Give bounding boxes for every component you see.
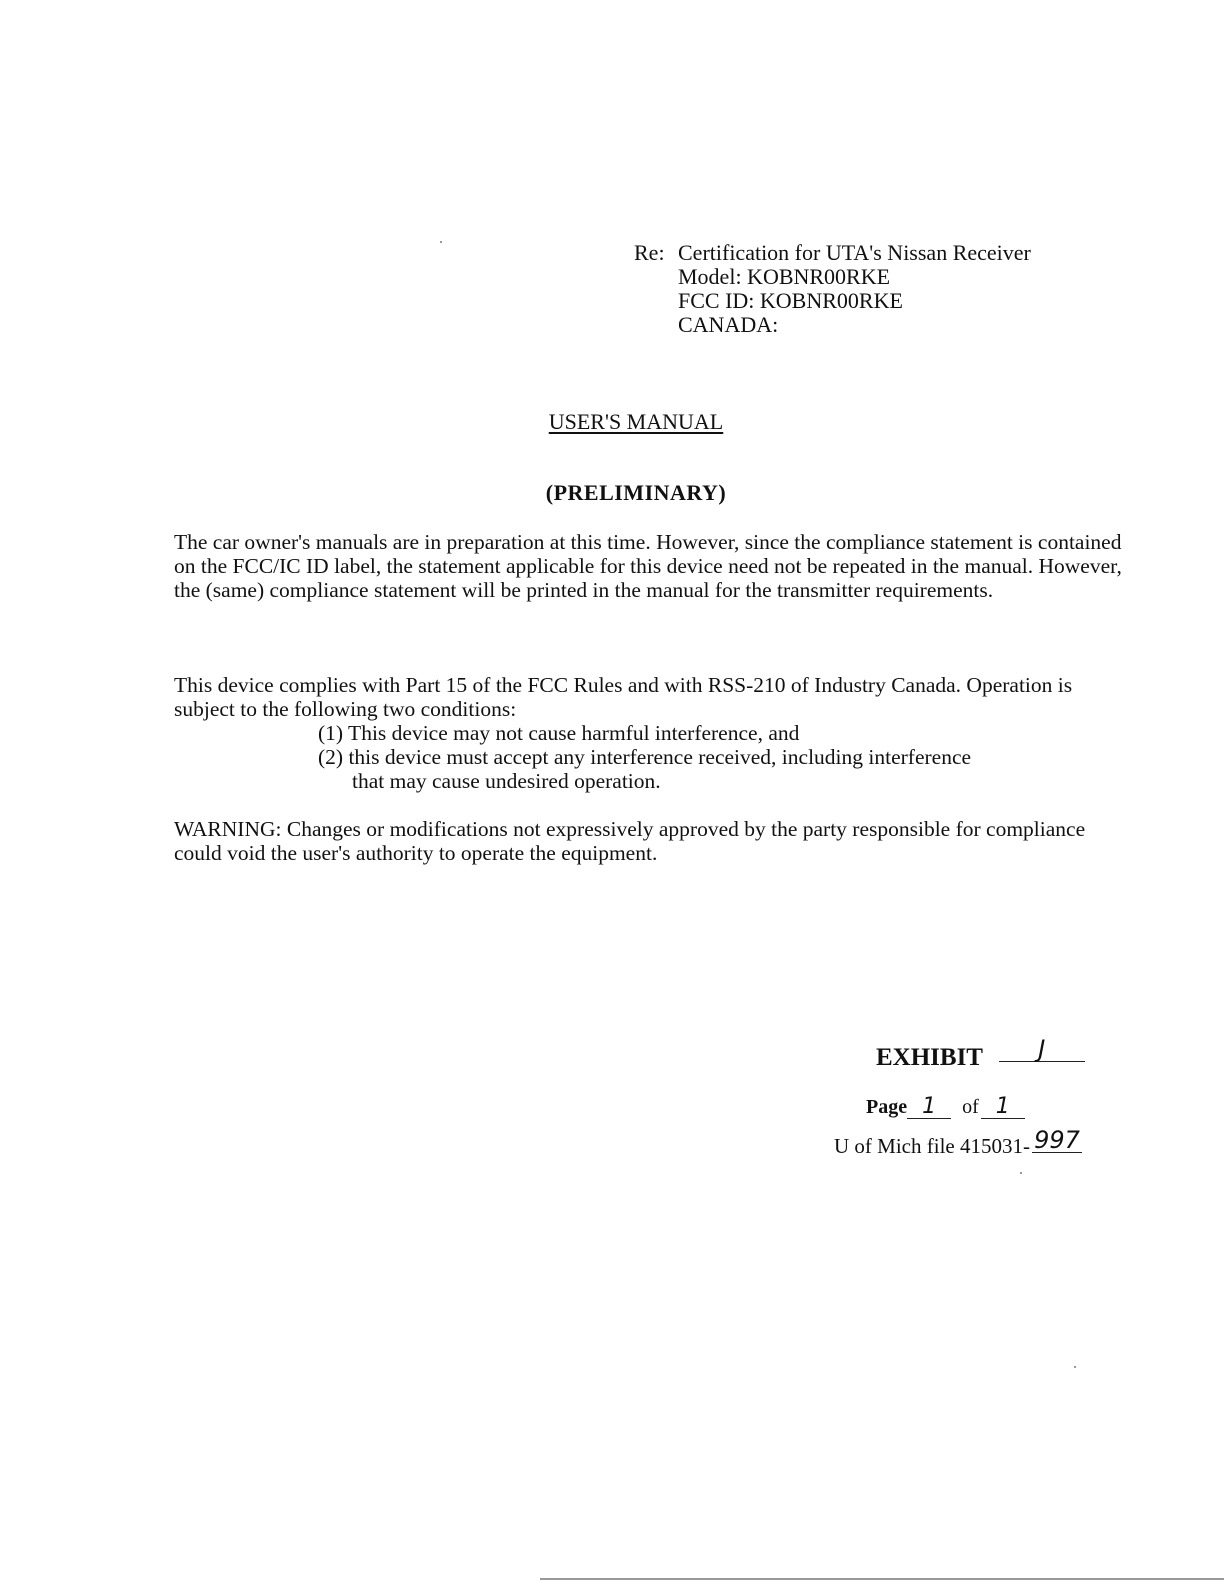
of-value: 1: [981, 1096, 1025, 1119]
warning-paragraph: WARNING: Changes or modifications not expressively approved by the party responsible for compliance could void the user's authority to operate the equipment.: [174, 817, 1086, 865]
exhibit-stamp: [876, 1035, 1085, 1072]
re-fcc-id: FCC ID: KOBNR00RKE: [678, 288, 903, 313]
file-reference: [834, 1126, 1082, 1159]
re-line-subject: [634, 241, 1031, 265]
condition-1: (1) This device may not cause harmful interference, and: [318, 721, 800, 745]
re-subject: Certification for UTA's Nissan Receiver: [678, 240, 1031, 265]
scan-speck: [440, 241, 442, 243]
exhibit-label: EXHIBIT: [876, 1044, 983, 1071]
re-label: Re:: [634, 240, 665, 265]
file-label: U of Mich file 415031-: [834, 1134, 1030, 1158]
scan-edge-line: [540, 1578, 1224, 1580]
intro-paragraph: The car owner's manuals are in preparation at this time. However, since the compliance statement is contained on the FCC/IC ID label, the statement applicable for this device need not be repeated in the manual. However, the (same) compliance statement will be printed in the manual for the transmitter requirements.: [174, 530, 1122, 602]
scan-speck: [1020, 1172, 1022, 1174]
condition-2-continued: that may cause undesired operation.: [352, 769, 661, 793]
page-value: 1: [907, 1096, 951, 1119]
exhibit-page-line: [866, 1096, 1025, 1119]
re-model: Model: KOBNR00RKE: [678, 264, 891, 289]
re-canada: CANADA:: [678, 312, 779, 337]
re-line-model: [634, 265, 1031, 289]
condition-2: (2) this device must accept any interference received, including interference: [318, 745, 972, 769]
of-label: of: [962, 1096, 979, 1118]
re-line-fcc-id: [634, 289, 1031, 313]
document-title: USER'S MANUAL: [548, 409, 724, 434]
scan-speck: [1074, 1366, 1076, 1368]
re-block: [634, 241, 1031, 337]
document-subtitle: (PRELIMINARY): [545, 480, 727, 505]
file-suffix: 997: [1032, 1128, 1082, 1153]
page-label: Page: [866, 1096, 908, 1118]
re-line-canada: [634, 313, 1031, 337]
exhibit-value: J: [999, 1037, 1085, 1062]
compliance-intro: This device complies with Part 15 of the FCC Rules and with RSS-210 of Industry Canada. Operation is subject to the following two conditions:: [174, 673, 1073, 721]
